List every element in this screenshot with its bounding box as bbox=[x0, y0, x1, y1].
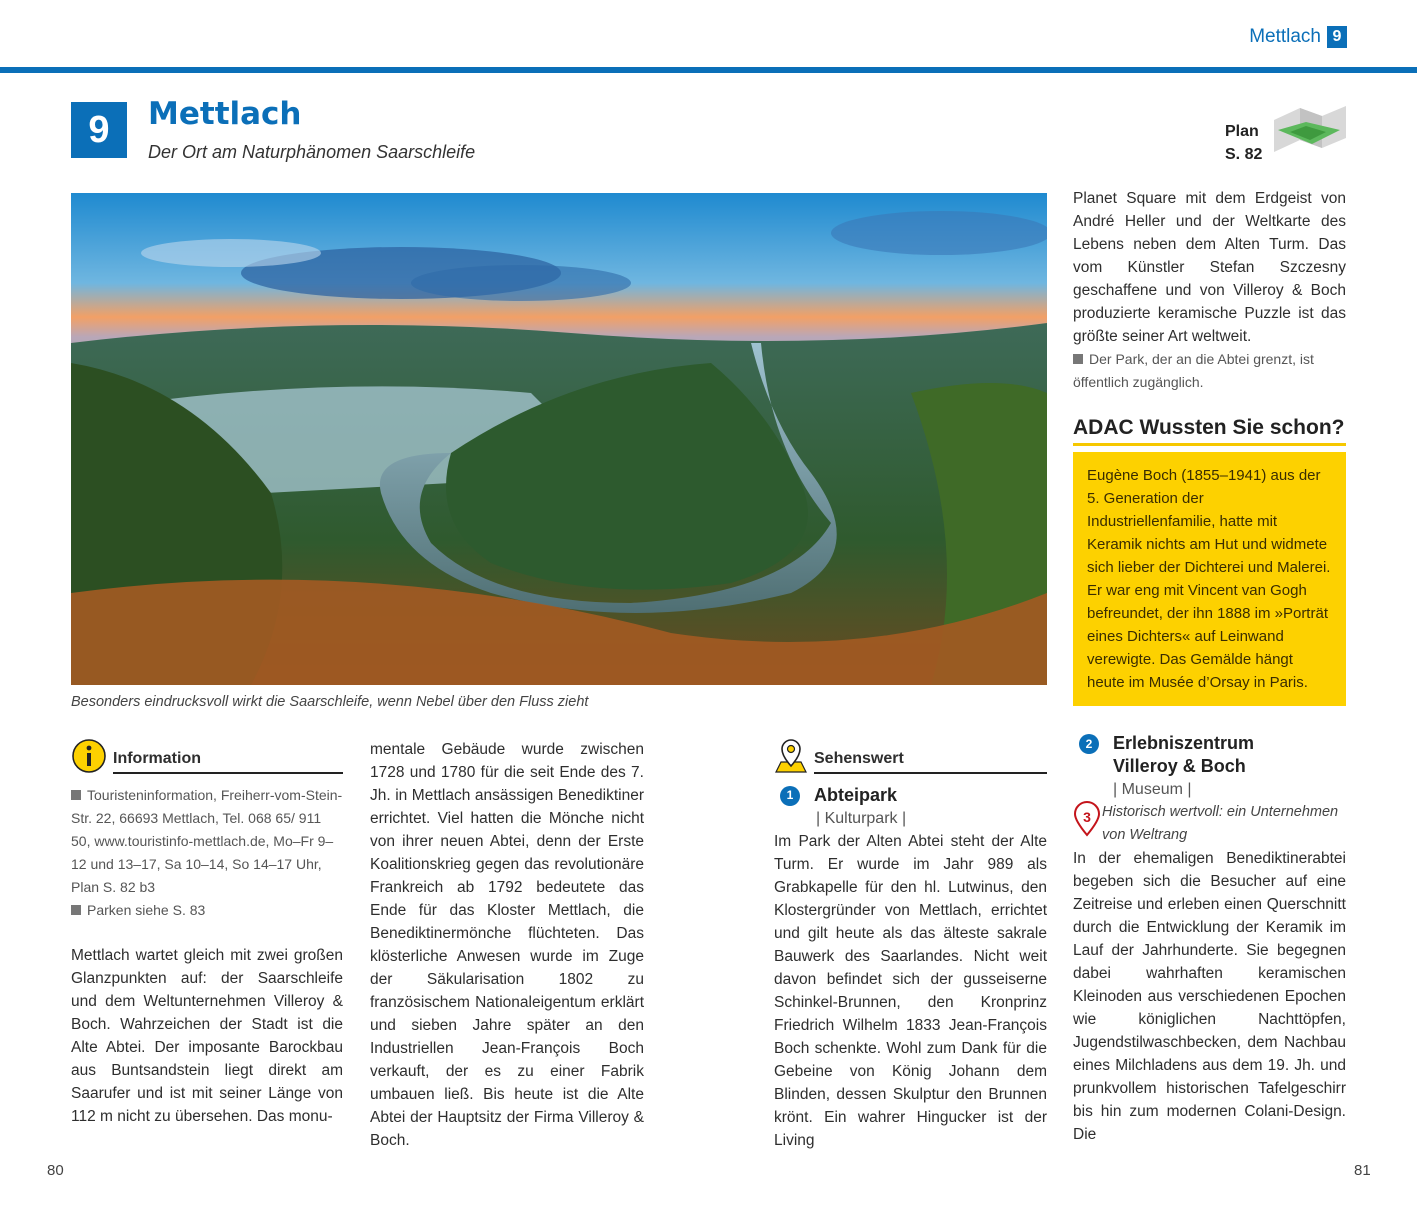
info-parking: Parken siehe S. 83 bbox=[87, 902, 206, 918]
rating-value: 3 bbox=[1083, 809, 1091, 825]
park-note-text: Der Park, der an die Abtei grenzt, ist öffentlich zugänglich. bbox=[1073, 351, 1314, 390]
running-header-number: 9 bbox=[1327, 26, 1347, 48]
sight-2-rating bbox=[1073, 801, 1346, 847]
chapter-number-badge: 9 bbox=[71, 102, 127, 158]
plan-page: S. 82 bbox=[1225, 146, 1263, 163]
column-3 bbox=[774, 738, 1047, 1152]
sight-2-category: | Museum | bbox=[1113, 781, 1192, 798]
column-4 bbox=[1073, 187, 1346, 1146]
sight-1-text: Im Park der Alten Abtei steht der Alte Turm. Er wurde im Jahr 989 als Grabkapelle für den hl. Lutwinus, den Klostergründer von Mettlach, errichtet und gilt heute als das älteste sakrale Bauwerk des Saarlandes. Nicht weit davon befindet sich der gusseiserne Schinkel-Brunnen, den Kronprinz Friedrich Wilhelm 1833 Jean-François Boch schenkte. Wohl zum Dank für die Gebeine von König Johann dem Blinden, dessen Skulptur den Brunnen krönt. Ein wahrer Hingucker ist der Living bbox=[774, 833, 1047, 1149]
square-bullet-icon bbox=[71, 905, 81, 915]
info-address: Touristeninformation, Freiherr-vom-Stein-Str. 22, 66693 Mettlach, Tel. 068 65/ 911 50, www.touristinfo-mettlach.de, Mo–Fr 9–12 und 13–17, Sa 10–14, So 14–17 Uhr, Plan S. 82 b3 bbox=[71, 787, 343, 895]
page-number-right: 81 bbox=[1354, 1162, 1371, 1179]
saarschleife-photo bbox=[71, 193, 1047, 685]
information-list bbox=[71, 784, 343, 922]
square-bullet-icon bbox=[71, 790, 81, 800]
location-pin-icon bbox=[774, 738, 808, 774]
sight-1-header bbox=[774, 784, 1047, 807]
information-heading bbox=[71, 738, 343, 774]
intro-paragraph: Mettlach wartet gleich mit zwei großen Glanzpunkten auf: der Saarschleife und dem Weltunternehmen Villeroy & Boch. Wahrzeichen der Stadt ist die Alte Abtei. Der imposante Barockbau aus Buntsandstein liegt direkt am Saarufer und ist mit seiner Länge von 112 m nicht zu übersehen. Das monu- bbox=[71, 947, 343, 1125]
chapter-subtitle: Der Ort am Naturphänomen Saarschleife bbox=[148, 142, 476, 162]
sight-1-title: Abteipark bbox=[814, 785, 898, 805]
plan-label: Plan bbox=[1225, 123, 1259, 140]
column-2 bbox=[370, 738, 644, 1152]
park-note bbox=[1073, 348, 1346, 394]
sight-2-title-line1: Erlebniszentrum bbox=[1113, 733, 1255, 753]
rating-pin-icon bbox=[1073, 801, 1094, 837]
plan-reference[interactable] bbox=[1225, 120, 1262, 166]
sight-2-title-line2: Villeroy & Boch bbox=[1113, 756, 1246, 776]
list-item bbox=[71, 899, 343, 922]
sight-2-text: In der ehemaligen Benediktinerabtei begeben sich die Besucher auf eine Zeitreise und erleben einen Querschnitt durch die Entwicklung der Keramik im Lauf der Jahrhunderte. Sie begegnen dabei wahrhaften keramischen Kleinoden aus verschiedenen Epochen wie königlichen Nachttöpfen, Jugendstilwaschbecken, dem Nachbau eines Milchladens aus dem 19. Jh. und prunkvollem historischen Tafelgeschirr bis hin zum modernen Colani-Design. Die bbox=[1073, 850, 1346, 1143]
square-bullet-icon bbox=[1073, 354, 1083, 364]
sight-2-header bbox=[1073, 732, 1346, 801]
page-number-left: 80 bbox=[47, 1162, 64, 1179]
information-label: Information bbox=[113, 747, 343, 774]
sight-2-number: 2 bbox=[1079, 734, 1099, 754]
sight-1-number: 1 bbox=[780, 786, 800, 806]
running-header-title: Mettlach bbox=[1249, 26, 1321, 47]
running-header bbox=[1249, 26, 1347, 48]
sight-1-category: | Kulturpark | bbox=[816, 810, 907, 827]
sehenswert-label: Sehenswert bbox=[814, 747, 1047, 774]
chapter-title: Mettlach bbox=[148, 96, 302, 132]
photo-caption: Besonders eindrucksvoll wirkt die Saarschleife, wenn Nebel über den Fluss zieht bbox=[71, 694, 589, 710]
column-1 bbox=[71, 738, 343, 1128]
info-icon bbox=[71, 738, 107, 774]
park-paragraph: Planet Square mit dem Erdgeist von André Heller und der Weltkarte des Lebens neben dem Alten Turm. Das vom Künstler Stefan Szczesny geschaffene und von Villeroy & Boch produzierte keramische Puzzle ist das größte seiner Art weltweit. bbox=[1073, 190, 1346, 345]
list-item bbox=[71, 784, 343, 899]
sehenswert-heading bbox=[774, 738, 1047, 774]
header-rule bbox=[0, 67, 1417, 73]
adac-box: Eugène Boch (1855–1941) aus der 5. Generation der Industriellenfamilie, hatte mit Keramik nichts am Hut und widmete sich lieber der Dichterei und Malerei. Er war eng mit Vincent van Gogh befreundet, der ihn 1888 im »Porträt eines Dichters« auf Leinwand verewigte. Das Gemälde hängt heute im Musée d’Orsay in Paris. bbox=[1073, 452, 1346, 706]
adac-title: ADAC Wussten Sie schon? bbox=[1073, 416, 1346, 446]
map-icon bbox=[1270, 100, 1348, 158]
sight-2-tagline: Historisch wertvoll: ein Unternehmen von Weltrang bbox=[1102, 804, 1339, 843]
history-paragraph: mentale Gebäude wurde zwischen 1728 und 1780 für die seit Ende des 7. Jh. in Mettlach ansässigen Benediktiner errichtet. Viel hatten die Mönche nicht von ihrer neuen Abtei, denn der Erste Koalitionskrieg gegen das revolutionäre Frankreich ab 1792 bedeutete das Ende für das Kloster Mettlach, die Benediktinermönche flüchteten. Das klösterliche Anwesen wurde im Zuge der Säkularisation 1802 zu französischem Nationaleigentum erklärt und sieben Jahre später an den Industriellen Jean-François Boch verkauft, der es zu einer Fabrik umbauen ließ. Bis heute ist die Alte Abtei der Hauptsitz der Firma Villeroy & Boch. bbox=[370, 741, 644, 1149]
